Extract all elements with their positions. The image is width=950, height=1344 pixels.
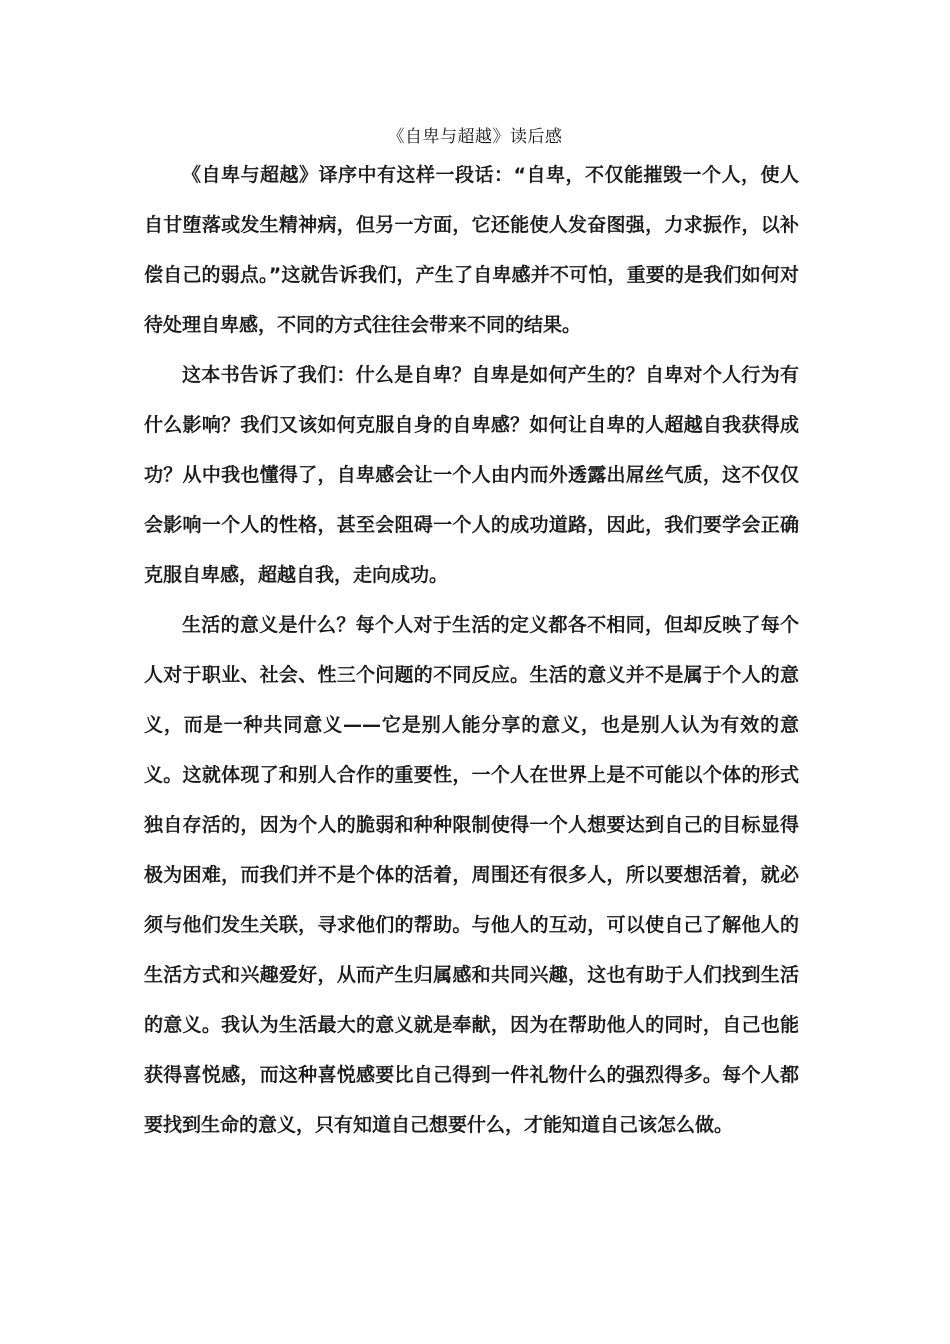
document-body	[144, 150, 799, 1150]
paragraph-1: 《自卑与超越》译序中有这样一段话：“自卑，不仅能摧毁一个人，使人自甘堕落或发生精神病，但另一方面，它还能使人发奋图强，力求振作，以补偿自己的弱点。”这就告诉我们，产生了自卑感并不可怕，重要的是我们如何对待处理自卑感，不同的方式往往会带来不同的结果。	[144, 164, 799, 336]
document-title: 《自卑与超越》读后感	[387, 127, 563, 147]
paragraph-3: 生活的意义是什么？每个人对于生活的定义都各不相同，但却反映了每个人对于职业、社会、性三个问题的不同反应。生活的意义并不是属于个人的意义，而是一种共同意义——它是别人能分享的意义，也是别人认为有效的意义。这就体现了和别人合作的重要性，一个人在世界上是不可能以个体的形式独自存活的，因为个人的脆弱和种种限制使得一个人想要达到自己的目标显得极为困难，而我们并不是个体的活着，周围还有很多人，所以要想活着，就必须与他们发生关联，寻求他们的帮助。与他人的互动，可以使自己了解他人的生活方式和兴趣爱好，从而产生归属感和共同兴趣，这也有助于人们找到生活的意义。我认为生活最大的意义就是奉献，因为在帮助他人的同时，自己也能获得喜悦感，而这种喜悦感要比自己得到一件礼物什么的强烈得多。每个人都要找到生命的意义，只有知道自己想要什么，才能知道自己该怎么做。	[144, 614, 799, 1136]
paragraph-2: 这本书告诉了我们：什么是自卑？自卑是如何产生的？自卑对个人行为有什么影响？我们又该如何克服自身的自卑感？如何让自卑的人超越自我获得成功？从中我也懂得了，自卑感会让一个人由内而外透露出屌丝气质，这不仅仅会影响一个人的性格，甚至会阻碍一个人的成功道路，因此，我们要学会正确克服自卑感，超越自我，走向成功。	[144, 364, 799, 586]
